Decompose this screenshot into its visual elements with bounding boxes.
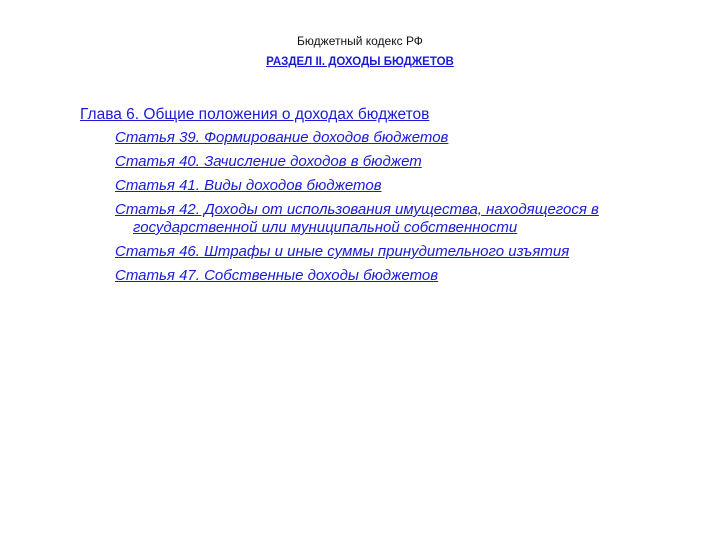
list-item (115, 198, 690, 240)
article-list (80, 126, 690, 288)
document-header (0, 33, 720, 70)
chapter-link[interactable]: Глава 6. Общие положения о доходах бюджетов (80, 106, 430, 123)
list-item (115, 126, 690, 150)
section-link[interactable]: РАЗДЕЛ II. ДОХОДЫ БЮДЖЕТОВ (266, 56, 454, 68)
article-link-40[interactable]: Статья 40. Зачисление доходов в бюджет (115, 153, 422, 170)
list-item (115, 150, 690, 174)
article-link-41[interactable]: Статья 41. Виды доходов бюджетов (115, 177, 382, 194)
article-link-42[interactable]: Статья 42. Доходы от использования имущества, находящегося в государственной или муниципальной собственности (115, 201, 599, 236)
article-link-39[interactable]: Статья 39. Формирование доходов бюджетов (115, 129, 449, 146)
article-link-46[interactable]: Статья 46. Штрафы и иные суммы принудительного изъятия (115, 243, 570, 260)
article-link-47[interactable]: Статья 47. Собственные доходы бюджетов (115, 267, 439, 284)
list-item (115, 264, 690, 288)
document-title: Бюджетный кодекс РФ (297, 34, 423, 48)
list-item (115, 174, 690, 198)
list-item (115, 240, 690, 264)
table-of-contents (80, 104, 690, 288)
